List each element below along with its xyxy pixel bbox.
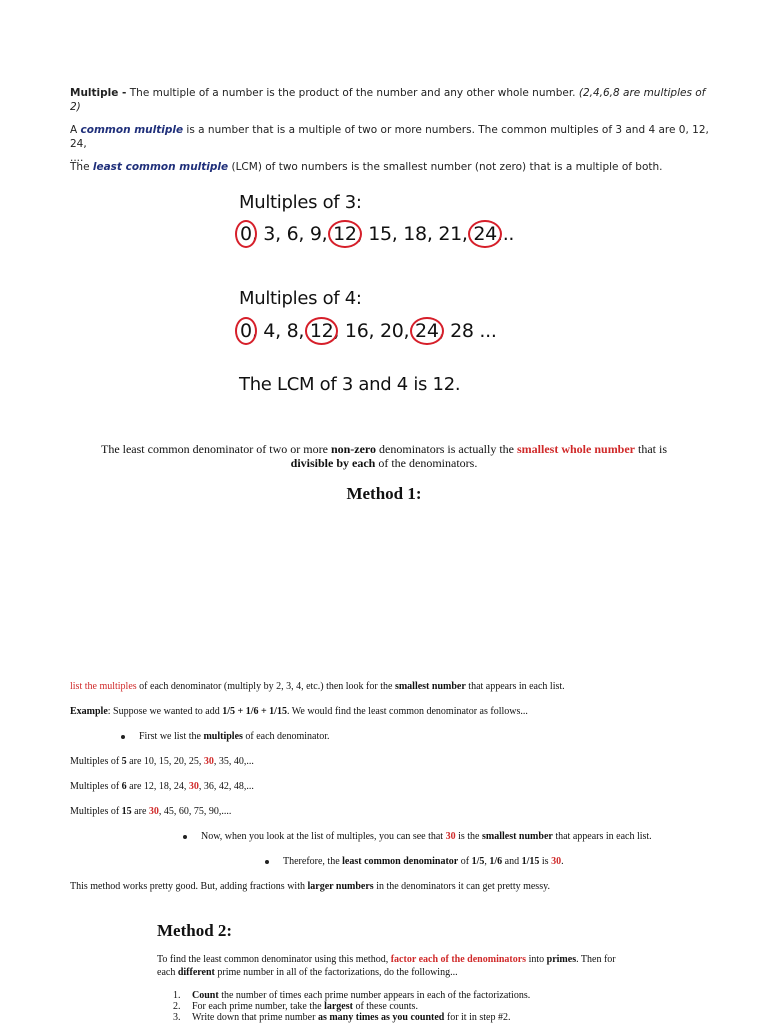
bullet-list-multiples: First we list the multiples of each denominator. [121, 730, 701, 743]
method-1-example: Example: Suppose we wanted to add 1/5 + 1/6 + 1/15. We would find the least common denominator as follows... [70, 706, 528, 717]
circled-number: 0 [240, 320, 252, 342]
multiples-of-4-row: 0, 4, 8, 12, 16, 20, 24, 28 ... [240, 320, 497, 342]
lcm-term: least common multiple [92, 161, 229, 173]
multiples-of-3-row: 0, 3, 6, 9, 12, 15, 18, 21, 24... [240, 223, 515, 245]
multiple-definition: Multiple - The multiple of a number is the product of the number and any other whole number. (2,4,6,8 are multiples of 2) [70, 87, 706, 113]
circled-number: 12 [309, 320, 334, 342]
multiple-term: Multiple - [70, 87, 127, 99]
method-1-intro: list the multiples of each denominator (multiply by 2, 3, 4, etc.) then look for the smallest number that appears in each list. [70, 681, 565, 692]
circled-number: 0 [240, 223, 252, 245]
lcm-conclusion: The LCM of 3 and 4 is 12. [239, 374, 461, 395]
method-2-intro: To find the least common denominator using this method, factor each of the denominators into primes. Then for each different prime number in all of the factorizations, do the following... [157, 954, 616, 978]
list-item: 3. Write down that prime number as many times as you counted for it in step #2. [173, 1012, 511, 1023]
lcm-definition: The least common multiple (LCM) of two numbers is the smallest number (not zero) that is a multiple of both. [70, 161, 663, 173]
list-item: 1. Count the number of times each prime number appears in each of the factorizations. [173, 990, 531, 1001]
bullet-icon [265, 860, 269, 864]
method-1-heading: Method 1: [346, 484, 422, 503]
list-item: 2. For each prime number, take the largest of these counts. [173, 1001, 418, 1012]
bullet-icon [121, 735, 125, 739]
circled-number: 24 [473, 223, 497, 245]
bullet-smallest-number: Now, when you look at the list of multiples, you can see that 30 is the smallest number that appears in each list. [183, 830, 723, 843]
multiples-of-6: Multiples of 6 are 12, 18, 24, 30, 36, 42, 48,... [70, 781, 254, 792]
common-multiple-term: common multiple [80, 124, 184, 136]
multiples-of-15: Multiples of 15 are 30, 45, 60, 75, 90,.... [70, 806, 232, 817]
method-2-heading: Method 2: [157, 921, 233, 940]
figure-title-4: Multiples of 4: [239, 288, 362, 309]
circled-number: 24 [415, 320, 439, 342]
method-2-steps [173, 990, 653, 1023]
method-1-conclusion: This method works pretty good. But, adding fractions with larger numbers in the denominators it can get pretty messy. [70, 881, 550, 892]
circled-number: 12 [333, 223, 357, 245]
bullet-icon [183, 835, 187, 839]
figure-title-3: Multiples of 3: [239, 192, 362, 213]
bullet-lcd-result: Therefore, the least common denominator of 1/5, 1/6 and 1/15 is 30. [265, 855, 725, 868]
multiples-figure [236, 190, 536, 405]
common-multiple-definition: A common multiple is a number that is a multiple of two or more numbers. The common multiples of 3 and 4 are 0, 12, 24, .... [70, 124, 709, 164]
lcd-definition: The least common denominator of two or more non-zero denominators is actually the smallest whole number that is divisible by each of the denominators. [100, 442, 668, 470]
multiples-of-5: Multiples of 5 are 10, 15, 20, 25, 30, 35, 40,... [70, 756, 254, 767]
